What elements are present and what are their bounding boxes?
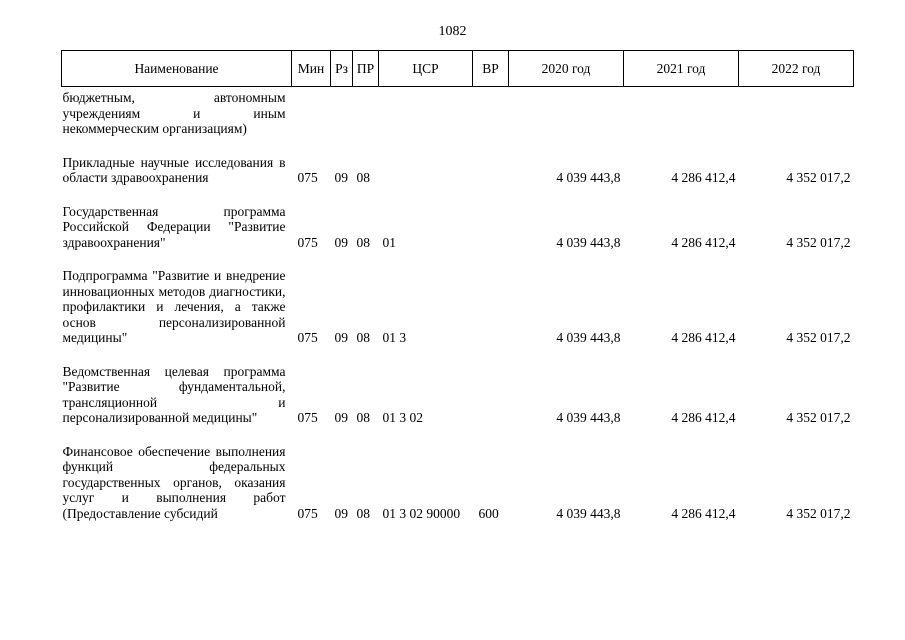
header-2020: 2020 год	[509, 51, 624, 87]
table-row	[62, 155, 854, 204]
row-2020: 4 039 443,8	[556, 505, 621, 521]
row-pr: 08	[356, 234, 370, 250]
row-2020: 4 039 443,8	[556, 170, 621, 185]
header-name: Наименование	[62, 51, 292, 87]
row-2022: 4 352 017,2	[786, 234, 851, 250]
header-vr: ВР	[473, 51, 509, 87]
row-pr: 08	[356, 170, 370, 185]
row-2022: 4 352 017,2	[786, 330, 851, 345]
row-name: Подпрограмма "Развитие и внедрение инновационных методов диагностики, профилактики и лечения, а также основ персонализированной медицины"	[62, 268, 286, 345]
table-row	[62, 444, 854, 522]
row-min: 075	[297, 505, 318, 521]
row-name: Финансовое обеспечение выполнения функций федеральных государственных органов, оказания услуг и выполнения работ (Предоставление субсидий	[62, 443, 286, 521]
row-name: Ведомственная целевая программа "Развитие фундаментальной, трансляционной и персонализированной медицины"	[62, 363, 286, 425]
row-2021: 4 286 412,4	[671, 234, 736, 250]
header-min: Мин	[292, 51, 331, 87]
row-min: 075	[297, 410, 318, 425]
row-2022	[739, 87, 854, 155]
row-2021: 4 286 412,4	[671, 505, 736, 521]
row-name: бюджетным, автономным учреждениям и иным некоммерческим организациям)	[62, 90, 286, 136]
row-csr	[379, 155, 473, 204]
row-name: Прикладные научные исследования в области здравоохранения	[62, 154, 286, 185]
row-rz: 09	[334, 234, 348, 250]
header-pr: ПР	[353, 51, 379, 87]
row-csr	[379, 87, 473, 155]
row-min: 075	[297, 330, 318, 345]
row-pr: 08	[356, 410, 370, 425]
row-rz: 09	[334, 170, 348, 185]
table-header	[62, 51, 854, 87]
row-csr: 01 3	[382, 330, 407, 345]
row-vr	[473, 155, 509, 204]
row-pr: 08	[356, 330, 370, 345]
row-2021: 4 286 412,4	[671, 330, 736, 345]
row-csr: 01	[382, 234, 396, 250]
budget-table	[61, 50, 854, 521]
header-2021: 2021 год	[624, 51, 739, 87]
row-2022: 4 352 017,2	[786, 505, 851, 521]
row-2020: 4 039 443,8	[556, 234, 621, 250]
row-2022: 4 352 017,2	[786, 410, 851, 425]
row-vr	[473, 268, 509, 364]
row-rz: 09	[334, 505, 348, 521]
row-rz: 09	[334, 410, 348, 425]
row-2021: 4 286 412,4	[671, 170, 736, 185]
row-pr: 08	[356, 505, 370, 521]
table-row	[62, 268, 854, 364]
row-name: Государственная программа Российской Федерации "Развитие здравоохранения"	[62, 203, 286, 250]
row-rz: 09	[334, 330, 348, 345]
page-number: 1082	[438, 24, 467, 39]
row-vr	[473, 204, 509, 269]
row-2021: 4 286 412,4	[671, 410, 736, 425]
table-row	[62, 364, 854, 444]
row-2021	[624, 87, 739, 155]
row-vr	[473, 87, 509, 155]
header-2022: 2022 год	[739, 51, 854, 87]
row-2020: 4 039 443,8	[556, 410, 621, 425]
row-csr: 01 3 02	[382, 410, 423, 425]
table-row	[62, 87, 854, 155]
row-min: 075	[297, 170, 318, 185]
row-rz	[331, 87, 353, 155]
row-min	[292, 87, 331, 155]
table-row	[62, 204, 854, 269]
row-2020	[509, 87, 624, 155]
row-csr: 01 3 02 90000	[382, 505, 461, 521]
row-vr: 600	[478, 505, 499, 521]
row-pr	[353, 87, 379, 155]
row-vr	[473, 364, 509, 444]
row-min: 075	[297, 234, 318, 250]
row-2020: 4 039 443,8	[556, 330, 621, 345]
header-rz: Рз	[331, 51, 353, 87]
row-2022: 4 352 017,2	[786, 170, 851, 185]
header-csr: ЦСР	[379, 51, 473, 87]
